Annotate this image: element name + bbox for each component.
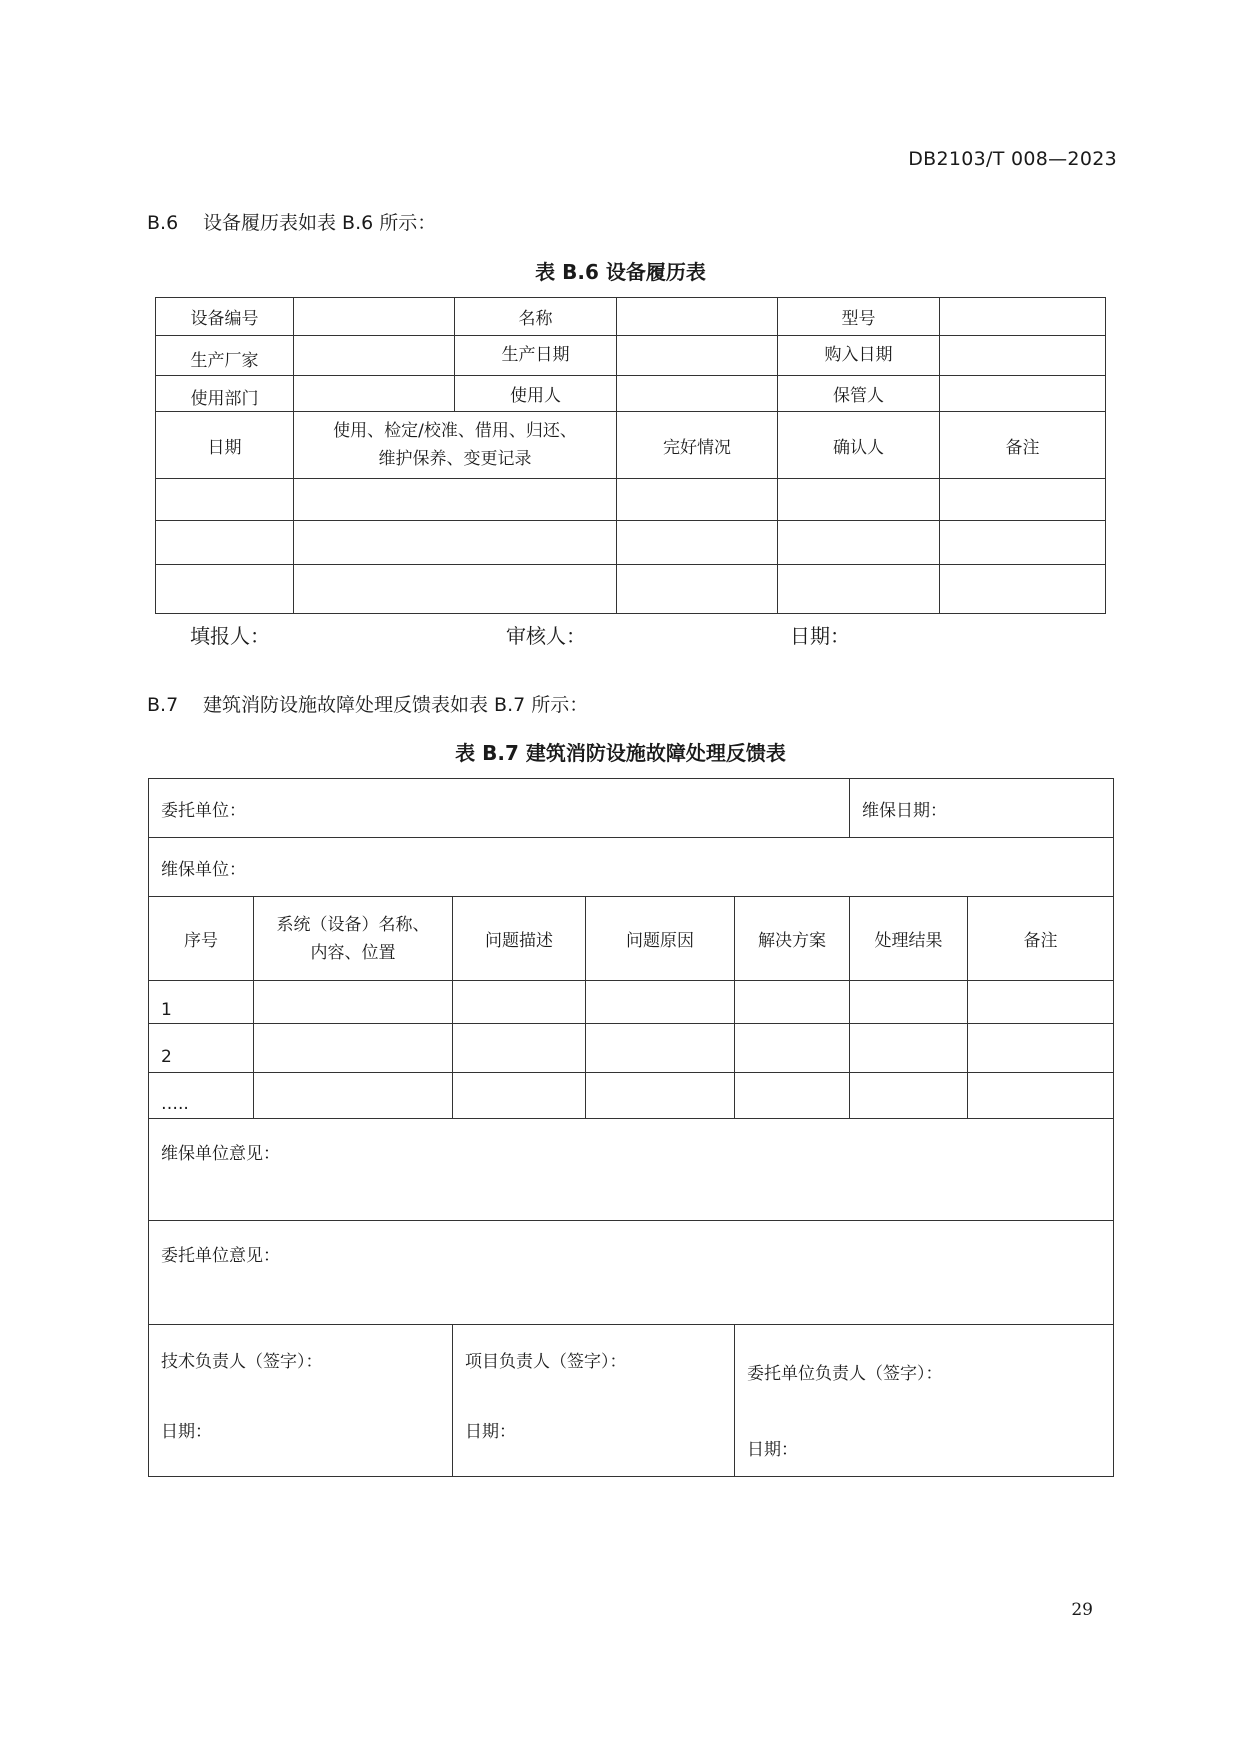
table-row: [156, 336, 1106, 376]
table-row: [156, 298, 1106, 336]
date-label: 日期：: [790, 624, 850, 648]
page-number: 29: [1071, 1600, 1093, 1620]
header-system: [254, 897, 453, 981]
row-seq: 2: [149, 1024, 254, 1073]
table-header-row: [156, 412, 1106, 479]
client-lead-label: 委托单位负责人（签字）：: [747, 1364, 943, 1384]
table-row: [156, 565, 1106, 614]
table-header-row: [149, 897, 1114, 981]
header-confirm: 确认人: [778, 412, 940, 479]
header-system-line1: 系统（设备）名称、: [276, 914, 430, 935]
header-record-line1: 使用、检定/校准、借用、归还、: [333, 421, 577, 441]
section-b7-heading: [147, 690, 588, 717]
table-row: [149, 838, 1114, 897]
header-record: [294, 412, 617, 479]
value-cell: [617, 298, 778, 336]
row-seq: …..: [149, 1073, 254, 1119]
project-lead-signature: [453, 1325, 735, 1477]
section-number: B.7: [147, 694, 179, 716]
value-cell: [294, 336, 455, 376]
document-id: DB2103/T 008—2023: [908, 148, 1117, 170]
client-unit-opinion: 委托单位意见：: [149, 1221, 1114, 1325]
maintenance-unit-opinion: 维保单位意见：: [149, 1119, 1114, 1221]
fault-feedback-table: [148, 778, 1114, 1477]
signature-row: [149, 1325, 1114, 1477]
equipment-history-table: [155, 297, 1106, 614]
header-seq: 序号: [149, 897, 254, 981]
header-description: 问题描述: [453, 897, 586, 981]
value-cell: [617, 376, 778, 412]
table-row: [149, 1024, 1114, 1073]
label-department: 使用部门: [156, 376, 294, 412]
client-unit-field: 委托单位：: [149, 779, 850, 838]
tech-lead-signature: [149, 1325, 453, 1477]
maintenance-date-field: 维保日期：: [850, 779, 1114, 838]
table-b7-caption: 表 B.7 建筑消防设施故障处理反馈表: [455, 741, 786, 765]
value-cell: [940, 298, 1106, 336]
tech-lead-date: 日期：: [161, 1422, 212, 1442]
header-solution: 解决方案: [735, 897, 850, 981]
header-date: 日期: [156, 412, 294, 479]
header-result: 处理结果: [850, 897, 968, 981]
header-cause: 问题原因: [586, 897, 735, 981]
section-b6-heading: [147, 208, 436, 235]
header-condition: 完好情况: [617, 412, 778, 479]
header-remark: 备注: [968, 897, 1114, 981]
label-keeper: 保管人: [778, 376, 940, 412]
client-lead-date: 日期：: [747, 1440, 798, 1460]
project-lead-date: 日期：: [465, 1422, 516, 1442]
value-cell: [617, 336, 778, 376]
section-text: 建筑消防设施故障处理反馈表如表 B.7 所示：: [203, 694, 589, 716]
value-cell: [940, 336, 1106, 376]
value-cell: [940, 376, 1106, 412]
value-cell: [294, 376, 455, 412]
project-lead-label: 项目负责人（签字）：: [465, 1352, 627, 1372]
filler-label: 填报人：: [190, 624, 270, 648]
label-purchase-date: 购入日期: [778, 336, 940, 376]
maintenance-unit-field: 维保单位：: [149, 838, 1114, 897]
table-row: [156, 376, 1106, 412]
table-row: [149, 1073, 1114, 1119]
header-record-line2: 维护保养、变更记录: [378, 449, 532, 469]
table-b6-caption: 表 B.6 设备履历表: [535, 260, 706, 284]
tech-lead-label: 技术负责人（签字）：: [161, 1352, 323, 1372]
row-seq: 1: [149, 981, 254, 1024]
section-text: 设备履历表如表 B.6 所示：: [203, 212, 437, 234]
table-row: [149, 1221, 1114, 1325]
table-row: [149, 779, 1114, 838]
value-cell: [294, 298, 455, 336]
table-row: [156, 479, 1106, 521]
table-row: [149, 981, 1114, 1024]
table-row: [149, 1119, 1114, 1221]
label-equipment-no: 设备编号: [156, 298, 294, 336]
label-production-date: 生产日期: [455, 336, 617, 376]
label-model: 型号: [778, 298, 940, 336]
table-row: [156, 521, 1106, 565]
section-number: B.6: [147, 212, 179, 234]
client-lead-signature: [735, 1325, 1114, 1477]
reviewer-label: 审核人：: [506, 624, 586, 648]
header-remark: 备注: [940, 412, 1106, 479]
label-name: 名称: [455, 298, 617, 336]
header-system-line2: 内容、位置: [310, 942, 396, 963]
label-manufacturer: 生产厂家: [156, 336, 294, 376]
label-user: 使用人: [455, 376, 617, 412]
